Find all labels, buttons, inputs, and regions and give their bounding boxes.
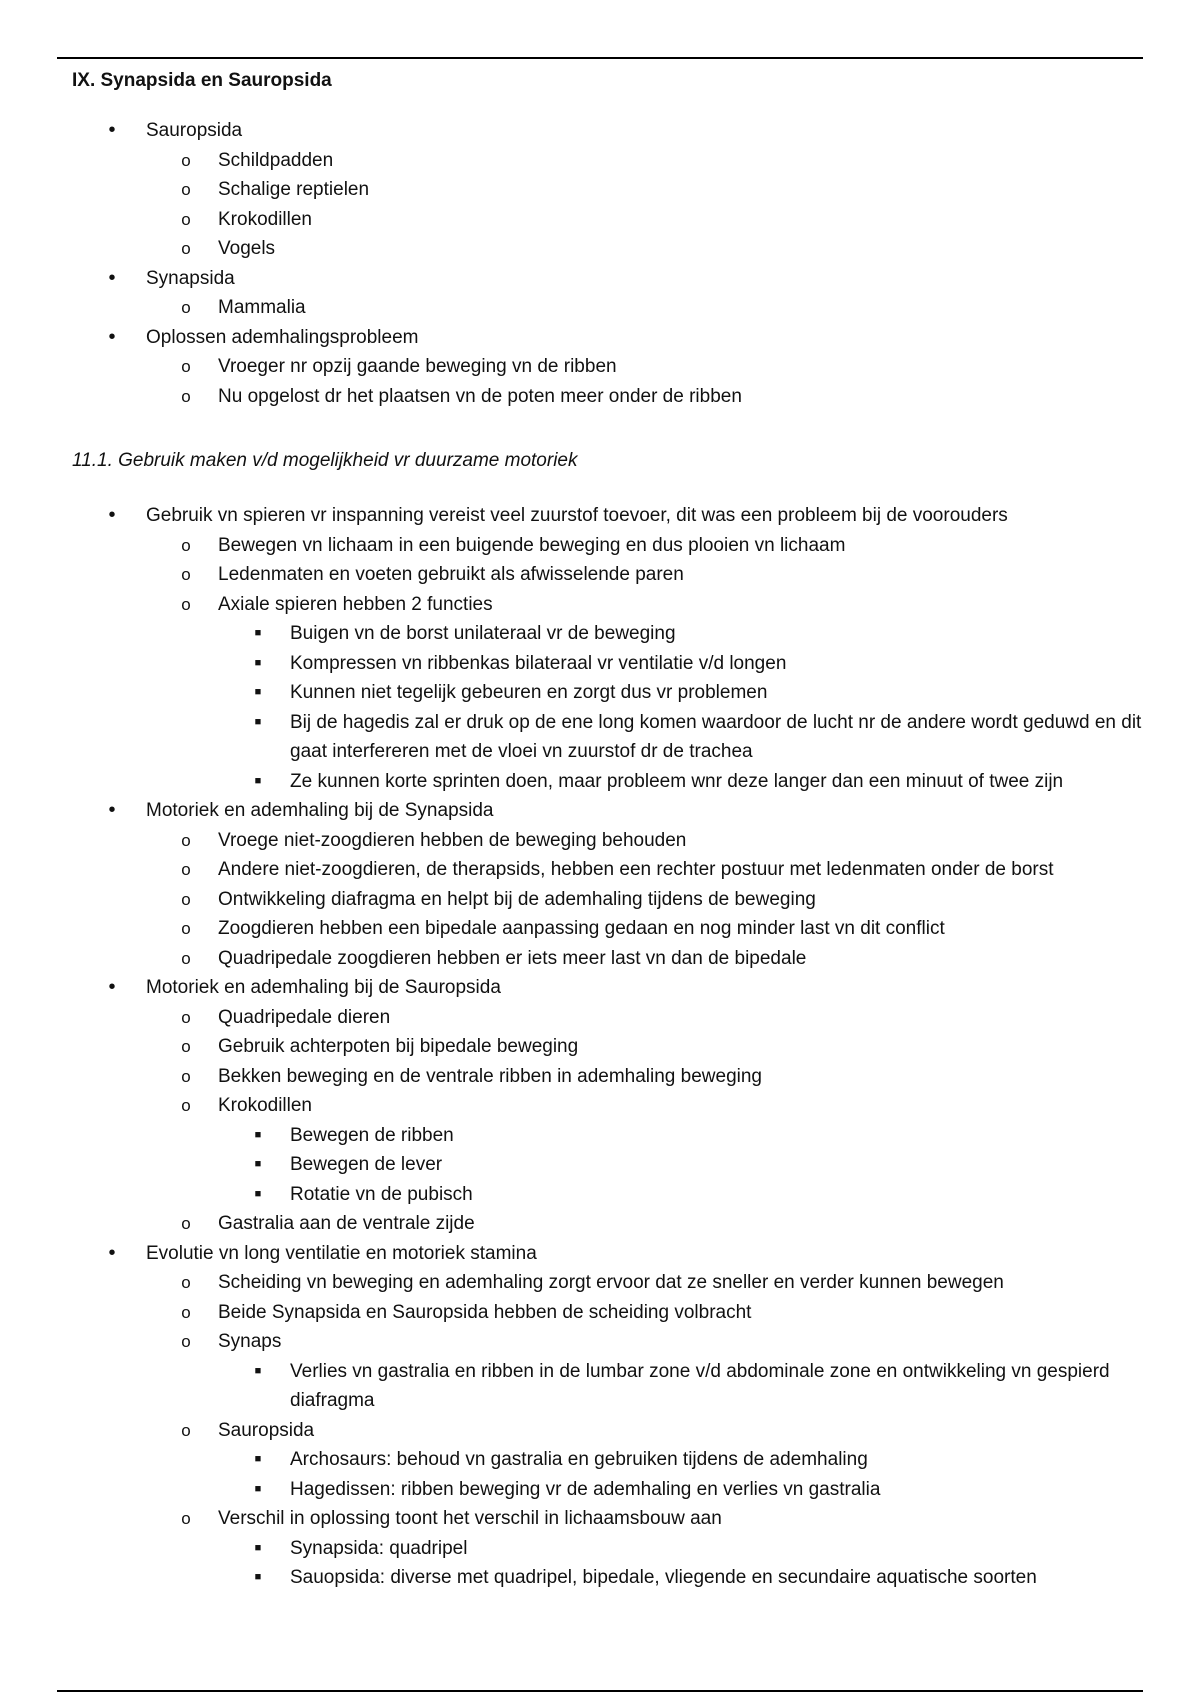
list-item-text: Axiale spieren hebben 2 functies (218, 593, 493, 615)
list-item (72, 1003, 1142, 1033)
list-item (72, 293, 1142, 323)
list-item-text: Rotatie vn de pubisch (290, 1183, 473, 1205)
list-item-text: Mammalia (218, 297, 306, 318)
bullet-marker: o (181, 1302, 191, 1322)
bullet-marker: ■ (254, 774, 262, 787)
sauropsida-synapsida-list (72, 116, 1142, 411)
list-item-text: Sauropsida (146, 120, 243, 141)
bullet-marker: o (181, 830, 191, 850)
bullet-marker: o (181, 1007, 191, 1027)
bullet-marker: o (181, 1332, 191, 1351)
list-item (72, 1327, 1142, 1357)
list-item (72, 531, 1142, 561)
list-item (72, 323, 1142, 353)
list-item (72, 855, 1142, 885)
bullet-marker: o (181, 1273, 191, 1292)
list-item-text: Gebruik vn spieren vr inspanning vereist veel zuurstof toevoer, dit was een probleem bij de voorouders (146, 505, 1008, 526)
bullet-marker: o (181, 1037, 191, 1056)
list-item-text: Buigen vn de borst unilateraal vr de beweging (290, 623, 676, 644)
list-item-text: Sauropsida (218, 1419, 315, 1441)
list-item (72, 1268, 1142, 1298)
list-item (72, 501, 1142, 531)
bullet-marker: o (181, 860, 191, 879)
list-item-text: Vroeger nr opzij gaande beweging vn de ribben (218, 356, 617, 377)
list-item (72, 619, 1142, 649)
bullet-marker: o (181, 919, 191, 938)
list-item-text: Krokodillen (218, 1095, 312, 1116)
list-item (72, 944, 1142, 974)
list-item (72, 146, 1142, 176)
bullet-marker: ■ (254, 627, 262, 639)
bullet-marker: o (181, 594, 191, 614)
bullet-marker: o (181, 386, 191, 406)
list-item-text: Gebruik achterpoten bij bipedale beweging (218, 1036, 579, 1057)
list-item-text: Ontwikkeling diafragma en helpt bij de ademhaling tijdens de beweging (218, 888, 816, 910)
list-item-text: Verlies vn gastralia en ribben in de lumbar zone v/d abdominale zone en ontwikkeling vn gespierd diafragma (290, 1360, 1110, 1411)
list-item (72, 116, 1142, 146)
bullet-marker: ■ (254, 715, 262, 728)
list-item (72, 973, 1142, 1003)
list-item-text: Evolutie vn long ventilatie en motoriek stamina (146, 1242, 537, 1264)
list-item (72, 1091, 1142, 1121)
list-item-text: Sauopsida: diverse met quadripel, bipedale, vliegende en secundaire aquatische soorten (290, 1567, 1037, 1588)
bullet-marker: ■ (254, 656, 262, 669)
section-heading: IX. Synapsida en Sauropsida (72, 70, 332, 91)
bullet-marker: o (181, 1509, 191, 1528)
list-item-text: Gastralia aan de ventrale zijde (218, 1213, 475, 1234)
list-item (72, 264, 1142, 294)
bottom-rule (57, 1690, 1143, 1692)
bullet-marker: ■ (254, 1128, 262, 1141)
bullet-marker: • (108, 266, 116, 289)
bullet-marker: o (181, 948, 191, 968)
list-item (72, 234, 1142, 264)
list-item (72, 649, 1142, 679)
list-item-text: Motoriek en ademhaling bij de Synapsida (146, 800, 494, 821)
list-item-text: Bewegen vn lichaam in een buigende beweging en dus plooien vn lichaam (218, 534, 846, 556)
list-item (72, 560, 1142, 590)
bullet-marker: • (108, 325, 116, 348)
bullet-marker: o (181, 1066, 191, 1086)
list-item-text: Scheiding vn beweging en ademhaling zorgt ervoor dat ze sneller en verder kunnen bewegen (218, 1272, 1004, 1293)
list-item-text: Synaps (218, 1331, 282, 1352)
list-item (72, 1239, 1142, 1269)
list-item-text: Motoriek en ademhaling bij de Sauropsida (146, 977, 501, 998)
list-item-text: Bij de hagedis zal er druk op de ene long komen waardoor de lucht nr de andere wordt geduwd en dit gaat interfereren met de vloei vn zuurstof dr de trachea (290, 711, 1142, 762)
bullet-marker: ■ (254, 1453, 262, 1465)
list-item-text: Hagedissen: ribben beweging vr de ademhaling en verlies vn gastralia (290, 1478, 881, 1500)
list-item (72, 590, 1142, 620)
list-item (72, 382, 1142, 412)
list-item-text: Oplossen ademhalingsprobleem (146, 326, 419, 348)
list-item (72, 1298, 1142, 1328)
list-item (72, 1563, 1142, 1593)
list-item (72, 352, 1142, 382)
bullet-marker: ■ (254, 1482, 262, 1495)
bullet-marker: o (181, 180, 191, 199)
motoriek-list (72, 501, 1142, 1593)
list-item (72, 1475, 1142, 1505)
list-item-text: Bekken beweging en de ventrale ribben in ademhaling beweging (218, 1065, 762, 1087)
list-item-text: Bewegen de ribben (290, 1124, 454, 1146)
list-item-text: Synapsida: quadripel (290, 1537, 468, 1559)
list-item-text: Synapsida (146, 267, 235, 289)
bullet-marker: o (181, 889, 191, 909)
list-item-text: Zoogdieren hebben een bipedale aanpassing gedaan en nog minder last vn dit conflict (218, 918, 945, 939)
list-item-text: Vroege niet-zoogdieren hebben de beweging behouden (218, 829, 687, 851)
document-page (72, 60, 1142, 1593)
list-item (72, 1209, 1142, 1239)
bullet-marker: • (108, 1241, 116, 1264)
bullet-marker: o (181, 1420, 191, 1440)
list-item (72, 1180, 1142, 1210)
list-item-text: Quadripedale zoogdieren hebben er iets meer last vn dan de bipedale (218, 947, 807, 969)
bullet-marker: ■ (254, 1541, 262, 1554)
list-item (72, 796, 1142, 826)
bullet-marker: o (181, 357, 191, 376)
bullet-marker: ■ (254, 686, 262, 698)
list-item-text: Ze kunnen korte sprinten doen, maar probleem wnr deze langer dan een minuut of twee zijn (290, 770, 1064, 792)
bullet-marker: o (181, 1096, 191, 1115)
list-item (72, 1504, 1142, 1534)
list-item (72, 826, 1142, 856)
list-item (72, 1121, 1142, 1151)
list-item-text: Beide Synapsida en Sauropsida hebben de scheiding volbracht (218, 1301, 752, 1323)
subsection-heading: 11.1. Gebruik maken v/d mogelijkheid vr duurzame motoriek (72, 450, 578, 471)
list-item-text: Schalige reptielen (218, 179, 370, 200)
list-item (72, 914, 1142, 944)
list-item-text: Nu opgelost dr het plaatsen vn de poten meer onder de ribben (218, 385, 742, 407)
bullet-marker: • (108, 119, 116, 141)
bullet-marker: • (108, 976, 116, 998)
list-item-text: Andere niet-zoogdieren, de therapsids, hebben een rechter postuur met ledenmaten onder de borst (218, 859, 1054, 880)
list-item-text: Ledenmaten en voeten gebruikt als afwisselende paren (218, 564, 684, 585)
list-item-text: Quadripedale dieren (218, 1006, 391, 1028)
list-item (72, 767, 1142, 797)
list-item-text: Krokodillen (218, 208, 312, 230)
list-item-text: Kunnen niet tegelijk gebeuren en zorgt dus vr problemen (290, 682, 768, 703)
list-item (72, 678, 1142, 708)
list-item (72, 708, 1142, 767)
top-rule (57, 57, 1143, 59)
bullet-marker: ■ (254, 1364, 262, 1377)
bullet-marker: • (108, 799, 116, 821)
bullet-marker: ■ (254, 1158, 262, 1170)
bullet-marker: o (181, 298, 191, 317)
bullet-marker: o (181, 565, 191, 584)
list-item-text: Verschil in oplossing toont het verschil in lichaamsbouw aan (218, 1508, 722, 1529)
list-item (72, 205, 1142, 235)
bullet-marker: • (108, 504, 116, 526)
list-item (72, 1445, 1142, 1475)
list-item-text: Vogels (218, 238, 276, 259)
bullet-marker: o (181, 1214, 191, 1233)
list-item-text: Archosaurs: behoud vn gastralia en gebruiken tijdens de ademhaling (290, 1449, 868, 1470)
list-item-text: Schildpadden (218, 149, 334, 171)
bullet-marker: ■ (254, 1187, 262, 1200)
bullet-marker: o (181, 535, 191, 555)
list-item (72, 1150, 1142, 1180)
bullet-marker: o (181, 239, 191, 258)
list-item (72, 1416, 1142, 1446)
list-item (72, 175, 1142, 205)
list-item-text: Bewegen de lever (290, 1154, 443, 1175)
list-item (72, 1534, 1142, 1564)
list-item (72, 1357, 1142, 1416)
bullet-marker: o (181, 209, 191, 229)
list-item (72, 1062, 1142, 1092)
bullet-marker: o (181, 150, 191, 170)
list-item (72, 1032, 1142, 1062)
list-item-text: Kompressen vn ribbenkas bilateraal vr ventilatie v/d longen (290, 652, 787, 674)
list-item (72, 885, 1142, 915)
bullet-marker: ■ (254, 1571, 262, 1583)
